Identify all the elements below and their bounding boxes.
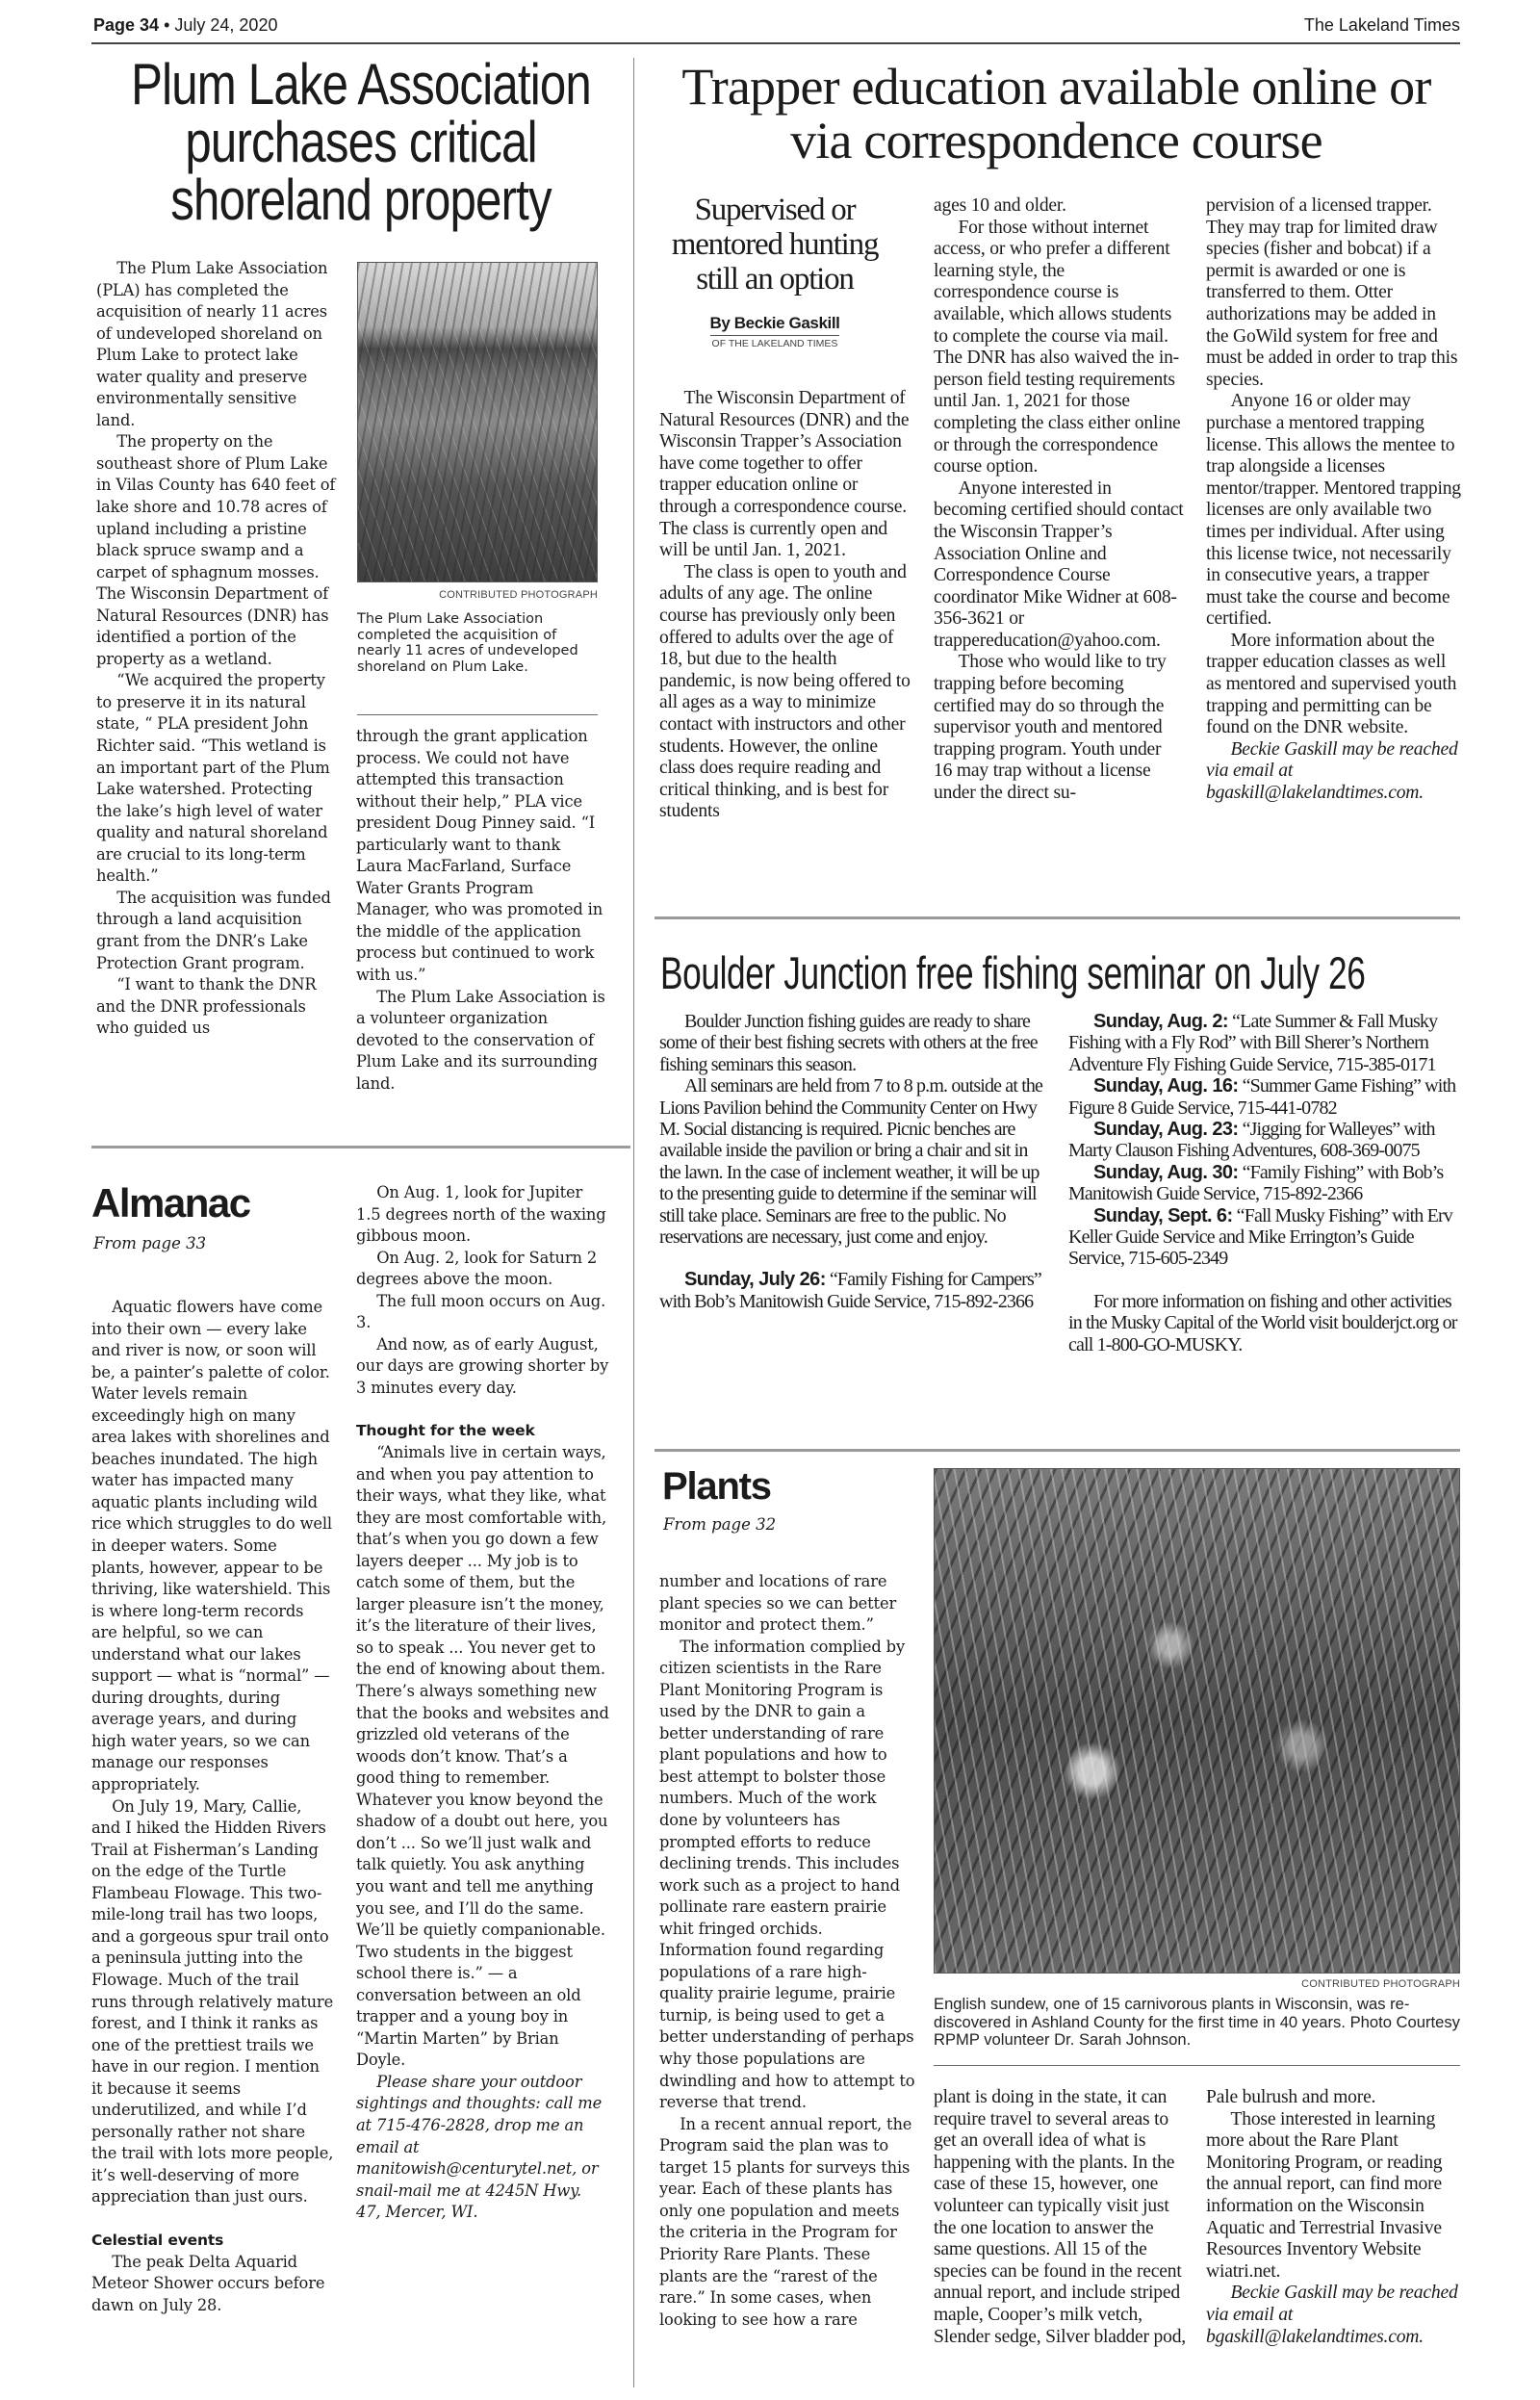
seminar-date: Sunday, Sept. 6: <box>1093 1204 1233 1226</box>
paragraph <box>1068 1075 1463 1119</box>
caption-divider <box>357 714 598 715</box>
byline <box>659 314 890 351</box>
paragraph: Pale bulrush and more. <box>1206 2087 1376 2107</box>
paragraph <box>1068 1162 1463 1205</box>
seminar-date: Sunday, Aug. 2: <box>1093 1011 1228 1032</box>
plum-column-2 <box>356 726 610 1095</box>
seminar-date: Sunday, July 26: <box>684 1269 826 1291</box>
paragraph: Those who would like to try trapping before becoming certified may do so through the supervisor youth and mentored trapping program. Youth under 16 may trap without a license under the direct su- <box>934 652 1167 804</box>
seminar-details: “Family Fishing for Campers” with Bob’s Manitowish Guide Service, 715-892-2366 <box>659 1269 1041 1312</box>
seminar-details: “Late Summer & Fall Musky Fishing with a Fly Rod” with Bill Sherer’s Northern Adventure Fly Fishing Guide Service, 715-385-0171 <box>1068 1011 1438 1075</box>
seminar-details: “Family Fishing” with Bob’s Manitowish Guide Service, 715-892-2366 <box>1068 1161 1444 1205</box>
paragraph: The peak Delta Aquarid Meteor Shower occurs before dawn on July 28. <box>91 2252 325 2314</box>
paragraph: The property on the southeast shore of Plum Lake in Vilas County has 640 feet of lake shore and 10.78 acres of upland including a pristine black spruce swamp and a carpet of sphagnum mosses. The Wisconsin Department of Natural Resources (DNR) has identified a portion of the property as a wetland. <box>96 432 336 668</box>
photo-credit: CONTRIBUTED PHOTOGRAPH <box>439 589 598 601</box>
header-divider <box>91 42 1460 44</box>
paragraph: Beckie Gaskill may be reached via email at bgaskill@lakelandtimes.com. <box>1206 2283 1458 2347</box>
plum-headline: Plum Lake Association purchases critical shoreland property <box>131 52 591 232</box>
photo-caption: English sundew, one of 15 carnivorous plants in Wisconsin, was re-discovered in Ashland County for the first time in 40 years. Photo Courtesy RPMP volunteer Dr. Sarah Johnson. <box>934 1995 1460 2050</box>
caption-divider <box>934 2065 1460 2066</box>
column-divider <box>633 58 634 2387</box>
seminar-details: “Summer Game Fishing” with Figure 8 Guide Service, 715-441-0782 <box>1068 1075 1456 1119</box>
byline-affiliation: OF THE LAKELAND TIMES <box>711 338 838 349</box>
section-subhead: Celestial events <box>91 2231 224 2249</box>
paragraph: The information complied by citizen scientists in the Rare Plant Monitoring Program is used by the DNR to gain a better understanding of rare plant populations and how to best attempt to bolster those numbers. Much of the work done by volunteers has prompted efforts to reduce declining trends. This includes work such as a project to hand pollinate rare eastern prairie whit fringed orchids. Information found regarding populations of a rare high-quality prairie legume, prairie turnip, is being used to get a better understanding of perhaps why those populations are dwindling and how to attempt to reverse that trend. <box>659 1637 915 2112</box>
paragraph: Those interested in learning more about the Rare Plant Monitoring Program, or reading the annual report, can find more information on the Wisconsin Aquatic and Terrestrial Invasive Resources Inventory Website wiatri.net. <box>1206 2108 1443 2282</box>
paragraph: pervision of a licensed trapper. They may trap for limited draw species (fisher and bobcat) if a permit is awarded or one is transferred to them. Otter authorizations may be added in the GoWild system for free and must be added in order to trap this species. <box>1206 195 1458 390</box>
paragraph: All seminars are held from 7 to 8 p.m. outside at the Lions Pavilion behind the Community Center on Hwy M. Social distancing is required. Picnic benches are available inside the pavilion or bring a chair and sit in the lawn. In the case of inclement weather, it will be up to the presenting guide to determine if the seminar will still take place. Seminars are free to the public. No reservations are necessary, just come and enjoy. <box>659 1075 1043 1249</box>
paragraph: Boulder Junction fishing guides are ready to share some of their best fishing secrets with others at the free fishing seminars this season. <box>659 1011 1038 1075</box>
seminar-details: “Jigging for Walleyes” with Marty Clauson Fishing Adventures, 608-369-0075 <box>1068 1119 1435 1162</box>
plants-column-1 <box>659 1571 915 2331</box>
section-divider <box>654 1449 1460 1452</box>
paragraph: “I want to thank the DNR and the DNR professionals who guided us <box>96 975 317 1038</box>
byline-author: By Beckie Gaskill <box>710 314 840 336</box>
boulder-column-2 <box>1068 1011 1463 1355</box>
folio-separator: • <box>164 15 170 35</box>
almanac-heading: Almanac <box>91 1180 250 1226</box>
trapper-column-2 <box>934 195 1184 805</box>
paragraph: “We acquired the property to preserve it in its natural state, “ PLA president John Richter said. “This wetland is an important part of the Plum Lake watershed. Protecting the lake’s high level of water quality and natural shoreland are crucial to its long-term health.” <box>96 671 330 886</box>
section-divider <box>654 916 1460 919</box>
paragraph: through the grant application process. We could not have attempted this transaction without their help,” PLA vice president Doug Pinney said. “I particularly want to thank Laura MacFarland, Surface Water Grants Program Manager, who was promoted in the middle of the application process but continued to work with us.” <box>356 727 603 985</box>
photo-credit: CONTRIBUTED PHOTOGRAPH <box>1301 1978 1460 1990</box>
trapper-column-1 <box>659 388 911 823</box>
paragraph: On Aug. 1, look for Jupiter 1.5 degrees north of the waxing gibbous moon. <box>356 1183 606 1246</box>
plum-column-1 <box>96 258 337 1040</box>
section-divider <box>91 1146 630 1148</box>
page-folio <box>93 15 277 36</box>
newspaper-name: The Lakeland Times <box>1303 15 1460 35</box>
paragraph: The Wisconsin Department of Natural Resources (DNR) and the Wisconsin Trapper’s Association have come together to offer trapper education online or through a correspondence course. The class is currently open and will be until Jan. 1, 2021. <box>659 388 910 561</box>
plants-heading: Plants <box>662 1465 771 1508</box>
paragraph: The class is open to youth and adults of any age. The online course has previously only been offered to adults over the age of 18, but due to the health pandemic, is now being offered to all ages as a way to minimize contact with instructors and other students. However, the online class does require reading and critical thinking, and is best for students <box>659 561 911 822</box>
paragraph: plant is doing in the state, it can require travel to several areas to get an overall idea of what is happening with the plants. In the case of these 15, however, one volunteer can typically visit just the one location to answer the same questions. All 15 of the species can be found in the recent annual report, and include striped maple, Cooper’s milk vetch, Slender sedge, Silver bladder pod, <box>934 2087 1187 2347</box>
photo-caption: The Plum Lake Association completed the acquisition of nearly 11 acres of undeveloped shoreland on Plum Lake. <box>357 611 578 675</box>
paragraph: In a recent annual report, the Program said the plan was to target 15 plants for surveys this year. Each of these plants has only one population and meets the criteria in the Program for Priority Rare Plants. These plants are the “rarest of the rare.” In some cases, when looking to see how a rare <box>659 2114 912 2329</box>
almanac-jump-line: From page 33 <box>93 1234 207 1252</box>
seminar-date: Sunday, Aug. 16: <box>1093 1075 1239 1097</box>
trapper-headline: Trapper education available online or via correspondence course <box>681 58 1431 169</box>
paragraph: Aquatic flowers have come into their own — every lake and river is now, or soon will be, a painter’s palette of color. Water levels remain exceedingly high on many area lakes with shorelines and beaches inundated. The high water has impacted many aquatic plants including wild rice which struggles to do well in deeper waters. Some plants, however, appear to be thriving, like watershield. This is where long-term records are helpful, so we can understand what our lakes support — what is “normal” — during droughts, during average years, and during high water years, so we can manage our responses appropriately. <box>91 1298 332 1794</box>
paragraph: Beckie Gaskill may be reached via email at bgaskill@lakelandtimes.com. <box>1206 738 1458 804</box>
paragraph: ages 10 and older. <box>934 195 1066 216</box>
paragraph: Anyone 16 or older may purchase a mentored trapping license. This allows the mentee to trap alongside a licenses mentor/trapper. Mentored trapping licenses are only available two times per individual. After using this license twice, not necessarily in consecutive years, a trapper must take the course and become certified. <box>1206 391 1461 630</box>
boulder-headline: Boulder Junction free fishing seminar on July 26 <box>660 947 1366 998</box>
trapper-column-3 <box>1206 195 1462 805</box>
section-subhead: Thought for the week <box>356 1422 535 1440</box>
paragraph: Please share your outdoor sightings and thoughts: call me at 715-476-2828, drop me an email at manitowish@centurytel.net, or snail-mail me at 4245N Hwy. 47, Mercer, WI. <box>356 2072 603 2222</box>
paragraph <box>1068 1119 1463 1162</box>
paragraph: number and locations of rare plant species so we can better monitor and protect them.” <box>659 1572 897 1635</box>
plants-column-2 <box>934 2087 1186 2348</box>
paragraph: And now, as of early August, our days are growing shorter by 3 minutes every day. <box>356 1334 609 1397</box>
seminar-date: Sunday, Aug. 23: <box>1093 1119 1239 1141</box>
paragraph: More information about the trapper education classes as well as mentored and supervised youth trapping and permitting can be found on the DNR website. <box>1206 630 1457 738</box>
plants-jump-line: From page 32 <box>663 1515 777 1534</box>
plum-lake-photo <box>357 262 598 582</box>
paragraph: Anyone interested in becoming certified should contact the Wisconsin Trapper’s Association Online and Correspondence Course coordinator Mike Widner at 608-356-3621 or trappereducation@yahoo.com. <box>934 477 1184 651</box>
paragraph <box>1068 1011 1463 1075</box>
paragraph: On Aug. 2, look for Saturn 2 degrees above the moon. <box>356 1248 598 1289</box>
paragraph: The Plum Lake Association (PLA) has completed the acquisition of nearly 11 acres of undeveloped shoreland on Plum Lake to protect lake water quality and preserve environmentally sensitive land. <box>96 259 328 429</box>
paragraph: The Plum Lake Association is a volunteer organization devoted to the conservation of Plum Lake and its surrounding land. <box>356 987 605 1093</box>
almanac-column-1 <box>91 1297 334 2316</box>
seminar-details: “Fall Musky Fishing” with Erv Keller Guide Service and Mike Errington’s Guide Service, 715-605-2349 <box>1068 1204 1452 1270</box>
boulder-column-1 <box>659 1011 1052 1312</box>
paragraph: “Animals live in certain ways, and when you pay attention to their ways, what they like, what they are most comfortable with, that’s when you go down a few layers deeper ... My job is to catch some of them, but the larger pleasure isn’t the money, it’s the literature of their lives, so to speak ... You never get to the end of knowing about them. There’s always something new that the books and websites and grizzled old veterans of the woods don’t know. That’s a good thing to remember. Whatever you know beyond the shadow of a doubt out here, you don’t ... So we’ll just walk and talk quietly. You ask anything you want and tell me anything you see, and I’ll do the same. We’ll be quietly companionable. Two students in the biggest school there is.” — a conversation between an old trapper and a young boy in “Martin Marten” by Brian Doyle. <box>356 1443 609 2070</box>
paragraph: The full moon occurs on Aug. 3. <box>356 1291 606 1332</box>
paragraph: For those without internet access, or who prefer a different learning style, the correspondence course is available, which allows students to complete the course via mail. The DNR has also waived the in-person field testing requirements until Jan. 1, 2021 for those completing the class either online or through the correspondence course option. <box>934 217 1181 477</box>
almanac-column-2 <box>356 1182 610 2224</box>
page-number: Page 34 <box>93 15 160 35</box>
seminar-date: Sunday, Aug. 30: <box>1093 1161 1239 1183</box>
paragraph: The acquisition was funded through a land acquisition grant from the DNR’s Lake Protection Grant program. <box>96 888 331 972</box>
trapper-subheadline: Supervised or mentored hunting still an option <box>671 193 879 297</box>
plants-column-3 <box>1206 2087 1462 2348</box>
issue-date: July 24, 2020 <box>174 15 278 35</box>
sundew-photo <box>934 1468 1460 1974</box>
paragraph <box>1068 1205 1463 1270</box>
paragraph: On July 19, Mary, Callie, and I hiked the Hidden Rivers Trail at Fisherman’s Landing on the edge of the Turtle Flambeau Flowage. This two-mile-long trail has two loops, and a gorgeous spur trail onto a peninsula jutting into the Flowage. Much of the trail runs through relatively mature forest, and I think it ranks as one of the prettiest trails we have in our region. I mention it because it seems underutilized, and while I’d personally rather not share the trail with lots more people, it’s well-deserving of more appreciation than just ours. <box>91 1796 334 2206</box>
paragraph: For more information on fishing and other activities in the Musky Capital of the World visit boulderjct.org or call 1-800-GO-MUSKY. <box>1068 1290 1457 1355</box>
paragraph <box>659 1269 1052 1312</box>
